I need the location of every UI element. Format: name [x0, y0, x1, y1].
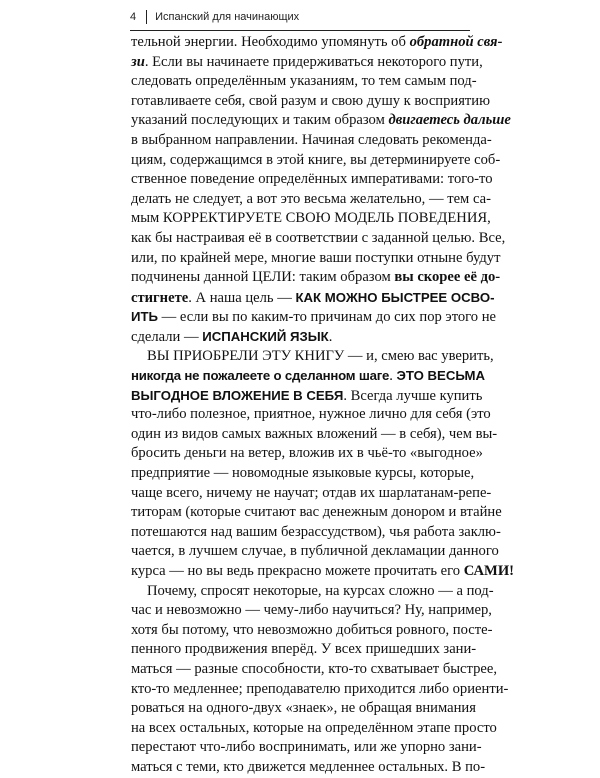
body-text	[131, 33, 515, 778]
header-rule	[130, 30, 470, 31]
text-run: . Если вы начинаете придерживаться некоторого пути,	[144, 53, 483, 70]
text-line	[131, 111, 511, 131]
text-run: циям, содержащимся в этой книге, вы детерминируете соб-	[131, 151, 501, 168]
text-run: пенного продвижения вперёд. У всех пришедших зани-	[131, 641, 477, 658]
text-line	[131, 151, 501, 171]
text-line	[131, 425, 498, 445]
text-line	[131, 288, 495, 308]
emphasis-text: ЭТО ВЕСЬМА	[396, 368, 486, 384]
text-run: или, по крайней мере, многие ваши поступки отныне будут	[131, 249, 501, 266]
text-run: в выбранном направлении. Начиная следовать рекоменда-	[131, 131, 492, 148]
text-run: титорам (которые считают вас денежным донором и втайне	[131, 504, 502, 521]
text-run: — если вы по каким-то причинам до сих пор этого не	[158, 309, 497, 326]
text-line	[131, 249, 501, 269]
text-run: на всех остальных, которые на определённом этапе просто	[131, 719, 497, 736]
text-line	[131, 72, 477, 92]
text-run: предприятие — новомодные языковые курсы, которые,	[131, 465, 475, 482]
page-number: 4	[130, 11, 137, 23]
text-line	[131, 53, 483, 73]
text-line	[131, 601, 492, 621]
text-run: ВЫ ПРИОБРЕЛИ ЭТУ КНИГУ — и, смею вас уверить,	[147, 347, 494, 364]
text-run: Почему, спросят некоторые, на курсах сложно — а под-	[147, 582, 494, 599]
text-run: перестают что-либо воспринимать, или же упорно зани-	[131, 739, 482, 756]
text-line	[131, 347, 494, 367]
text-line	[131, 170, 493, 190]
text-line	[131, 503, 502, 523]
text-line	[131, 327, 470, 347]
emphasis-text: ВЫГОДНОЕ ВЛОЖЕНИЕ В СЕБЯ	[131, 387, 344, 403]
text-line	[131, 33, 503, 53]
text-run: чается, в лучшем случае, в публичной декламации данного	[131, 543, 499, 560]
text-run: потешаются над вашим безрассудством), чья работа заклю-	[131, 523, 501, 540]
emphasis-text: САМИ!	[463, 563, 515, 580]
text-run: чаще всего, ничему не научат; отдав их шарлатанам-репе-	[131, 484, 492, 501]
text-run: сделали —	[131, 328, 203, 345]
text-run: что-либо полезное, приятное, нужное лично для себя (это	[131, 406, 491, 423]
emphasis-text: обратной свя-	[409, 34, 503, 50]
text-run: как бы настраивая её в соответствии с заданной целью. Все,	[131, 229, 506, 246]
text-line	[131, 386, 483, 406]
text-run: . А наша цель —	[188, 289, 296, 306]
text-run: тельной энергии. Необходимо упомянуть об	[131, 34, 410, 50]
text-line	[131, 444, 483, 464]
running-title: Испанский для начинающих	[155, 11, 300, 23]
text-run: готавливаете себя, свой разум и свою душу к восприятию	[131, 92, 491, 109]
text-line	[131, 523, 501, 543]
text-run: указаний последующих и таким образом	[131, 112, 389, 129]
text-run: подчинены данной ЦЕЛИ: таким образом	[131, 269, 395, 286]
emphasis-text: никогда не пожалеете о сделанном шаге	[131, 368, 390, 384]
text-run: кто-то медленнее; преподавателю приходится либо ориенти-	[131, 680, 509, 697]
text-run: . Всегда лучше купить	[343, 387, 483, 404]
text-run: час и невозможно — чему-либо научиться? Ну, например,	[131, 602, 492, 619]
text-run: мым КОРРЕКТИРУЕТЕ СВОЮ МОДЕЛЬ ПОВЕДЕНИЯ,	[131, 210, 491, 227]
emphasis-text: двигаетесь дальше	[388, 112, 511, 129]
text-line	[131, 621, 493, 641]
text-line	[131, 464, 475, 484]
text-run: .	[389, 368, 397, 385]
text-line	[131, 92, 491, 112]
emphasis-text: стигнете	[131, 289, 189, 306]
emphasis-text: зи	[131, 53, 145, 70]
text-line	[131, 562, 515, 582]
text-line	[131, 582, 494, 602]
text-line	[131, 405, 491, 425]
text-line	[131, 719, 497, 739]
text-line	[131, 660, 497, 680]
header-separator	[146, 10, 147, 24]
text-line	[131, 209, 491, 229]
text-run: один из видов самых важных вложений — в себя), чем вы-	[131, 425, 498, 442]
text-line	[131, 699, 476, 719]
text-run: курса — но вы ведь прекрасно можете прочитать его	[131, 563, 464, 580]
emphasis-text: ИТЬ	[131, 309, 159, 325]
text-line	[131, 366, 486, 386]
text-run: бросить деньги на ветер, вложив их в чьё-то «выгодное»	[131, 445, 483, 462]
text-run: .	[328, 328, 333, 345]
text-run: следовать определённым указаниям, то тем самым под-	[131, 73, 477, 90]
text-line	[131, 542, 499, 562]
text-line	[131, 307, 497, 327]
text-line	[131, 640, 477, 660]
text-run: ственное поведение определённых императивами: того-то	[131, 171, 493, 188]
text-line	[131, 680, 509, 700]
emphasis-text: КАК МОЖНО БЫСТРЕЕ ОСВО-	[295, 289, 495, 305]
text-line	[131, 484, 492, 504]
text-line	[131, 131, 492, 151]
text-line	[131, 758, 486, 778]
emphasis-text: ИСПАНСКИЙ ЯЗЫК	[202, 328, 329, 344]
text-run: делать не следует, а вот это весьма желательно, — тем са-	[131, 190, 491, 207]
running-header	[130, 7, 299, 27]
text-run: маться — разные способности, кто-то схватывает быстрее,	[131, 661, 497, 677]
text-line	[131, 268, 501, 288]
text-run: роваться на одного-двух «знаек», не обращая внимания	[131, 700, 476, 717]
text-line	[131, 190, 491, 210]
text-run: маться с теми, кто движется медленнее остальных. В по-	[131, 758, 486, 775]
emphasis-text: вы скорее её до-	[394, 269, 501, 286]
text-line	[131, 738, 482, 758]
text-line	[131, 229, 506, 249]
text-run: хотя бы потому, что невозможно добиться ровного, посте-	[131, 621, 493, 638]
